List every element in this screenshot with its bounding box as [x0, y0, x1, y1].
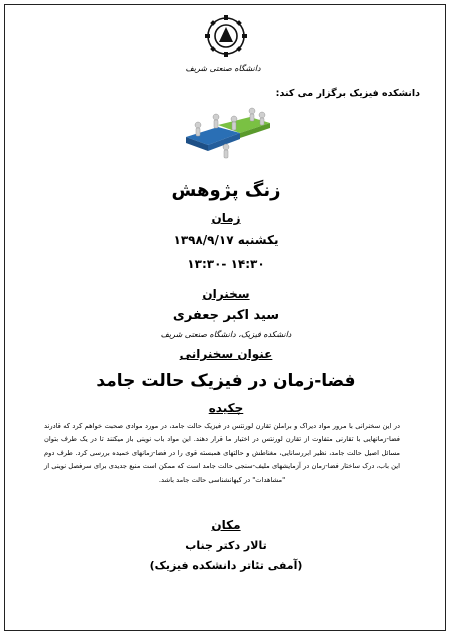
event-hours: ۱۴:۳۰ -۱۳:۳۰ [187, 257, 265, 271]
event-title: زنگ پژوهش [171, 180, 281, 201]
topic-heading: عنوان سخنرانی [179, 347, 273, 361]
place-note: (آمفی تئاتر دانشکده فیزیک) [149, 559, 303, 572]
abstract-text: در این سخنرانی با مرور مواد دیراک و براملن تقارن لورنتس در فیزیک حالت جامد، در مورد موادی صحبت خواهم کرد که قادرند فضا-زمانهایی با تقارنی متفاوت از تقارن لورنتس در اختیار ما قرار دهند. این مواد باب نوینی باز میکنند تا در یک طرف بتوان مسائل اصیل حالت جامد، نظیر ابررسانایی، مغناطش و حالتهای همبسته قوی را در فضا-زمانهای خمیده بررسی کرد. طرف دوم این باب، درک ساختار فضا-زمان در آزمایشهای ملیف-سنجی حالت جامد است که ممکن است منبع جدیدی برای سرفصل نوینی از "مشاهدات" در کیهانشناسی حالت جامد باشد. [44, 422, 400, 484]
speaker-heading: سخنران [202, 287, 250, 301]
host-line: دانشکده فیزیک برگزار می کند: [275, 88, 420, 99]
abstract-heading: چکیده [208, 401, 244, 415]
place-name: تالار دکتر جناب [185, 539, 267, 552]
university-logo-icon [183, 12, 269, 84]
talk-topic: فضا-زمان در فیزیک حالت جامد [96, 371, 356, 391]
university-name: دانشگاه صنعتی شریف [185, 64, 261, 73]
speaker-affiliation: دانشکده فیزیک، دانشگاه صنعتی شریف [160, 330, 292, 339]
time-heading: زمان [211, 211, 241, 225]
speaker-name: سید اکبر جعفری [172, 308, 280, 323]
event-date: یکشنبه ۱۳۹۸/۹/۱۷ [173, 233, 279, 247]
place-heading: مکان [211, 518, 241, 532]
puzzle-teamwork-icon [178, 107, 274, 163]
